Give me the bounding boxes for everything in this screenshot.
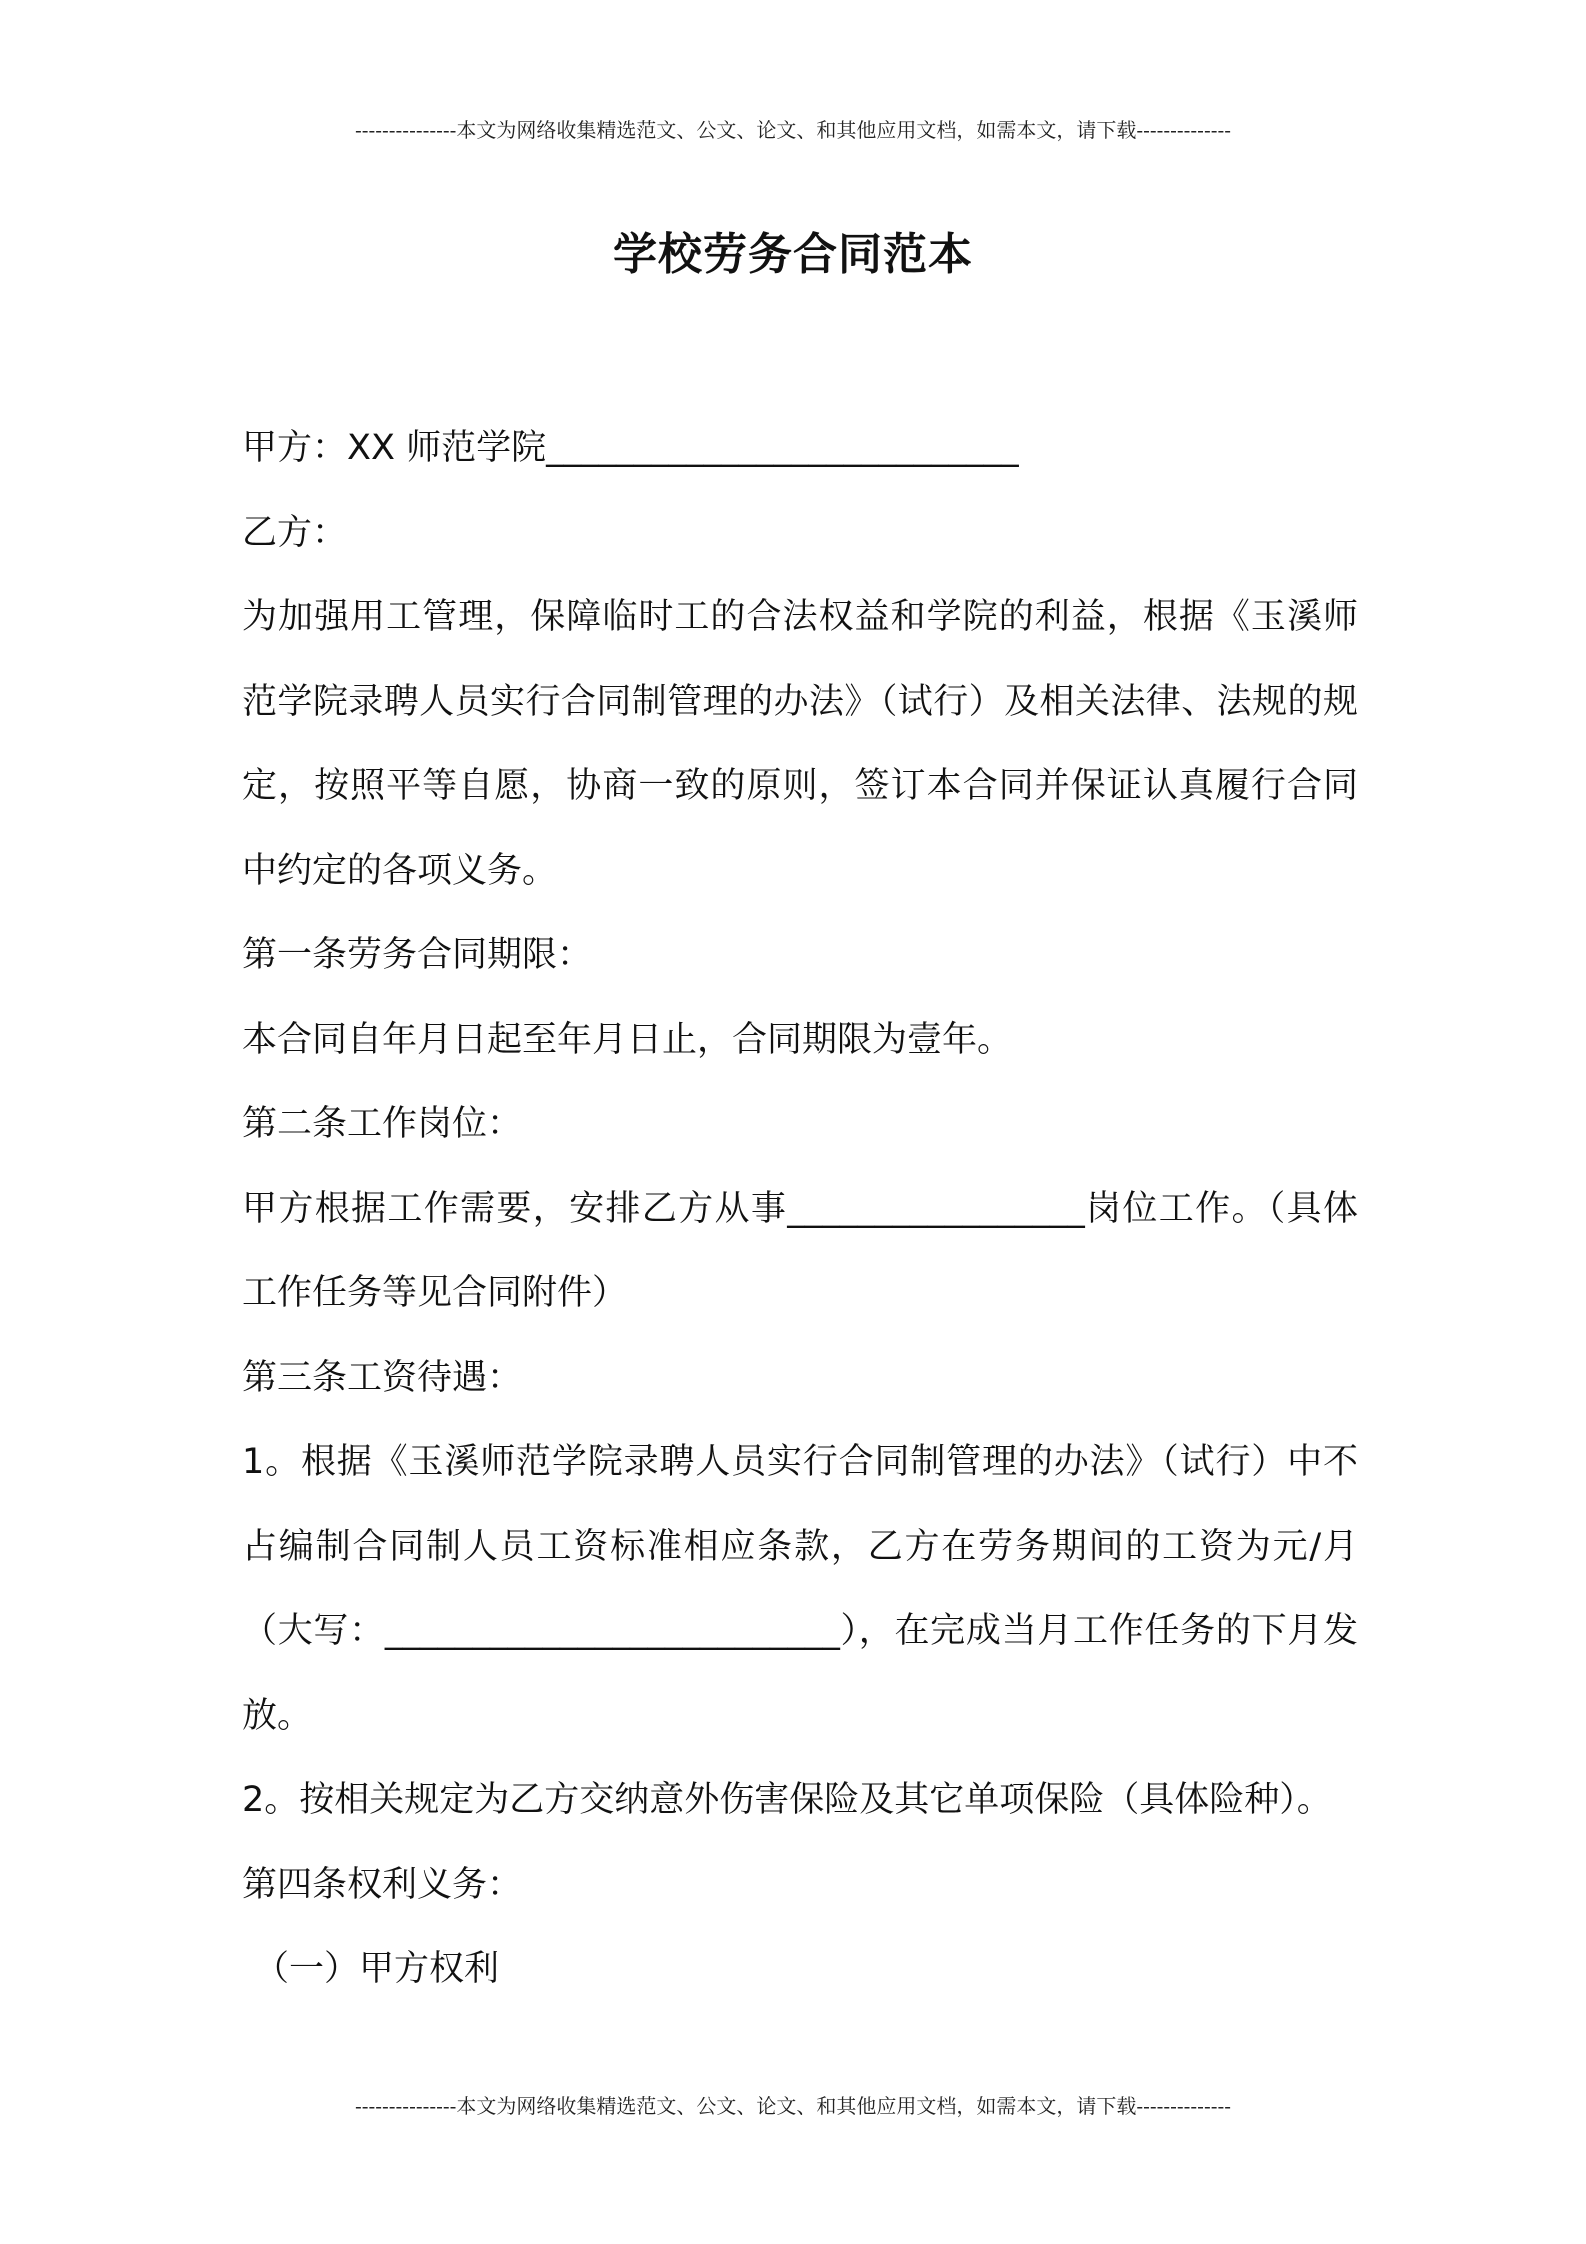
article-1-title: 第一条劳务合同期限： bbox=[242, 935, 593, 975]
article-3-item-2: 2。按相关规定为乙方交纳意外伤害保险及其它单项保险（具体险种）。 bbox=[242, 1780, 1332, 1820]
footer-note: ---------------本文为网络收集精选范文、公文、论文、和其他应用文档，如需本文，请下载-------------- bbox=[355, 2094, 1231, 2118]
preamble-paragraph: 为加强用工管理，保障临时工的合法权益和学院的利益，根据《玉溪师范学院录聘人员实行合同制管理的办法》（试行）及相关法律、法规的规定，按照平等自愿，协商一致的原则，签订本合同并保证认真履行合同中约定的各项义务。 bbox=[242, 597, 1358, 891]
header-note: ---------------本文为网络收集精选范文、公文、论文、和其他应用文档，如需本文，请下载-------------- bbox=[355, 118, 1231, 142]
contract-body bbox=[242, 406, 1358, 2012]
article-4-title: 第四条权利义务： bbox=[242, 1864, 523, 1905]
article-1-text: 本合同自年月日起至年月日止，合同期限为壹年。 bbox=[242, 1019, 1013, 1060]
document-title: 学校劳务合同范本 bbox=[613, 229, 973, 280]
article-3-title: 第三条工资待遇： bbox=[242, 1357, 523, 1398]
party-a-line: 甲方：XX 师范学院___________________________ bbox=[242, 428, 1019, 468]
article-3-item-1: 1。根据《玉溪师范学院录聘人员实行合同制管理的办法》（试行）中不占编制合同制人员工资标准相应条款，乙方在劳务期间的工资为元/月（大写：__________________________），在完成当月工作任务的下月发放。 bbox=[242, 1442, 1358, 1736]
party-b-line: 乙方： bbox=[242, 512, 348, 553]
article-4-subsection-1: （一）甲方权利 bbox=[254, 1949, 500, 1989]
article-2-title: 第二条工作岗位： bbox=[242, 1104, 523, 1144]
article-2-text: 甲方根据工作需要，安排乙方从事_________________岗位工作。（具体工作任务等见合同附件） bbox=[242, 1188, 1358, 1313]
